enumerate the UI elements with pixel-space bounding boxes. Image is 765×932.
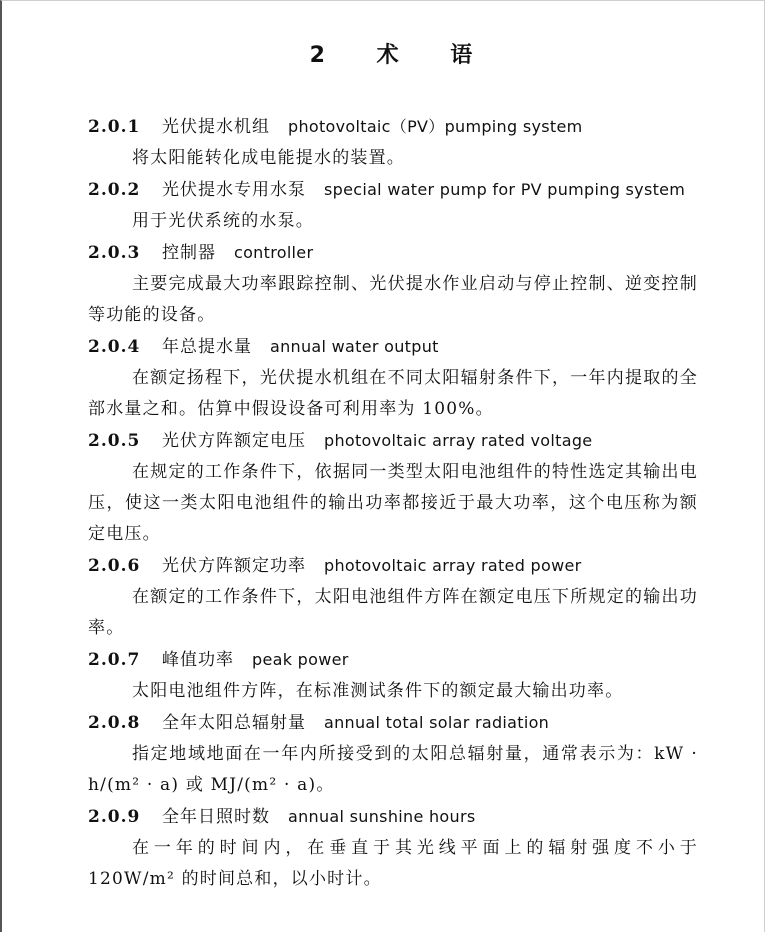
term-number: 2.0.6	[88, 556, 141, 576]
term-heading	[88, 707, 698, 739]
term-entry	[88, 237, 698, 331]
term-definition: 在规定的工作条件下，依据同一类型太阳电池组件的特性选定其输出电压，使这一类太阳电池组件的输出功率都接近于最大功率，这个电压称为额定电压。	[88, 462, 698, 544]
term-chinese: 光伏方阵额定功率	[162, 556, 306, 576]
term-chinese: 光伏方阵额定电压	[162, 431, 306, 451]
term-heading	[88, 425, 698, 457]
term-entry	[88, 707, 698, 801]
term-number: 2.0.4	[88, 337, 141, 357]
term-english: photovoltaic（PV）pumping system	[288, 117, 583, 136]
term-entry	[88, 174, 698, 237]
term-definition: 在一年的时间内，在垂直于其光线平面上的辐射强度不小于 120W/m² 的时间总和，以小时计。	[88, 838, 698, 889]
term-entry	[88, 425, 698, 550]
term-heading	[88, 174, 698, 206]
terms-list	[88, 111, 698, 895]
term-entry	[88, 331, 698, 425]
term-chinese: 光伏提水机组	[162, 117, 270, 137]
term-english: peak power	[252, 650, 349, 669]
term-number: 2.0.3	[88, 243, 141, 263]
term-definition: 将太阳能转化成电能提水的装置。	[132, 148, 405, 168]
term-definition: 在额定扬程下，光伏提水机组在不同太阳辐射条件下，一年内提取的全部水量之和。估算中假设设备可利用率为 100%。	[88, 368, 698, 419]
term-chinese: 全年日照时数	[162, 807, 270, 827]
term-heading	[88, 111, 698, 143]
term-entry	[88, 111, 698, 174]
term-heading	[88, 550, 698, 582]
term-number: 2.0.2	[88, 180, 141, 200]
term-heading	[88, 644, 698, 676]
term-english: annual water output	[270, 337, 439, 356]
chapter-title: 2 术 语	[309, 43, 495, 68]
term-entry	[88, 644, 698, 707]
term-definition: 指定地域地面在一年内所接受到的太阳总辐射量，通常表示为：kW · h/(m² · a) 或 MJ/(m² · a)。	[88, 744, 698, 795]
term-definition: 在额定的工作条件下，太阳电池组件方阵在额定电压下所规定的输出功率。	[88, 587, 698, 638]
term-english: annual sunshine hours	[288, 807, 476, 826]
term-chinese: 全年太阳总辐射量	[162, 713, 306, 733]
term-heading	[88, 801, 698, 833]
term-english: photovoltaic array rated voltage	[324, 431, 593, 450]
term-entry	[88, 550, 698, 644]
term-english: photovoltaic array rated power	[324, 556, 582, 575]
term-chinese: 峰值功率	[162, 650, 234, 670]
term-heading	[88, 237, 698, 269]
term-chinese: 年总提水量	[162, 337, 252, 357]
document-page	[88, 32, 698, 895]
term-number: 2.0.7	[88, 650, 141, 670]
term-entry	[88, 801, 698, 895]
term-definition: 主要完成最大功率跟踪控制、光伏提水作业启动与停止控制、逆变控制等功能的设备。	[88, 274, 698, 325]
term-definition: 太阳电池组件方阵，在标准测试条件下的额定最大输出功率。	[132, 681, 624, 701]
term-english: special water pump for PV pumping system	[324, 180, 686, 199]
term-number: 2.0.9	[88, 807, 141, 827]
term-definition: 用于光伏系统的水泵。	[132, 211, 314, 231]
term-chinese: 光伏提水专用水泵	[162, 180, 306, 200]
term-english: controller	[234, 243, 314, 262]
term-chinese: 控制器	[162, 243, 216, 263]
term-heading	[88, 331, 698, 363]
term-english: annual total solar radiation	[324, 713, 550, 732]
term-number: 2.0.8	[88, 713, 141, 733]
term-number: 2.0.1	[88, 117, 141, 137]
term-number: 2.0.5	[88, 431, 141, 451]
